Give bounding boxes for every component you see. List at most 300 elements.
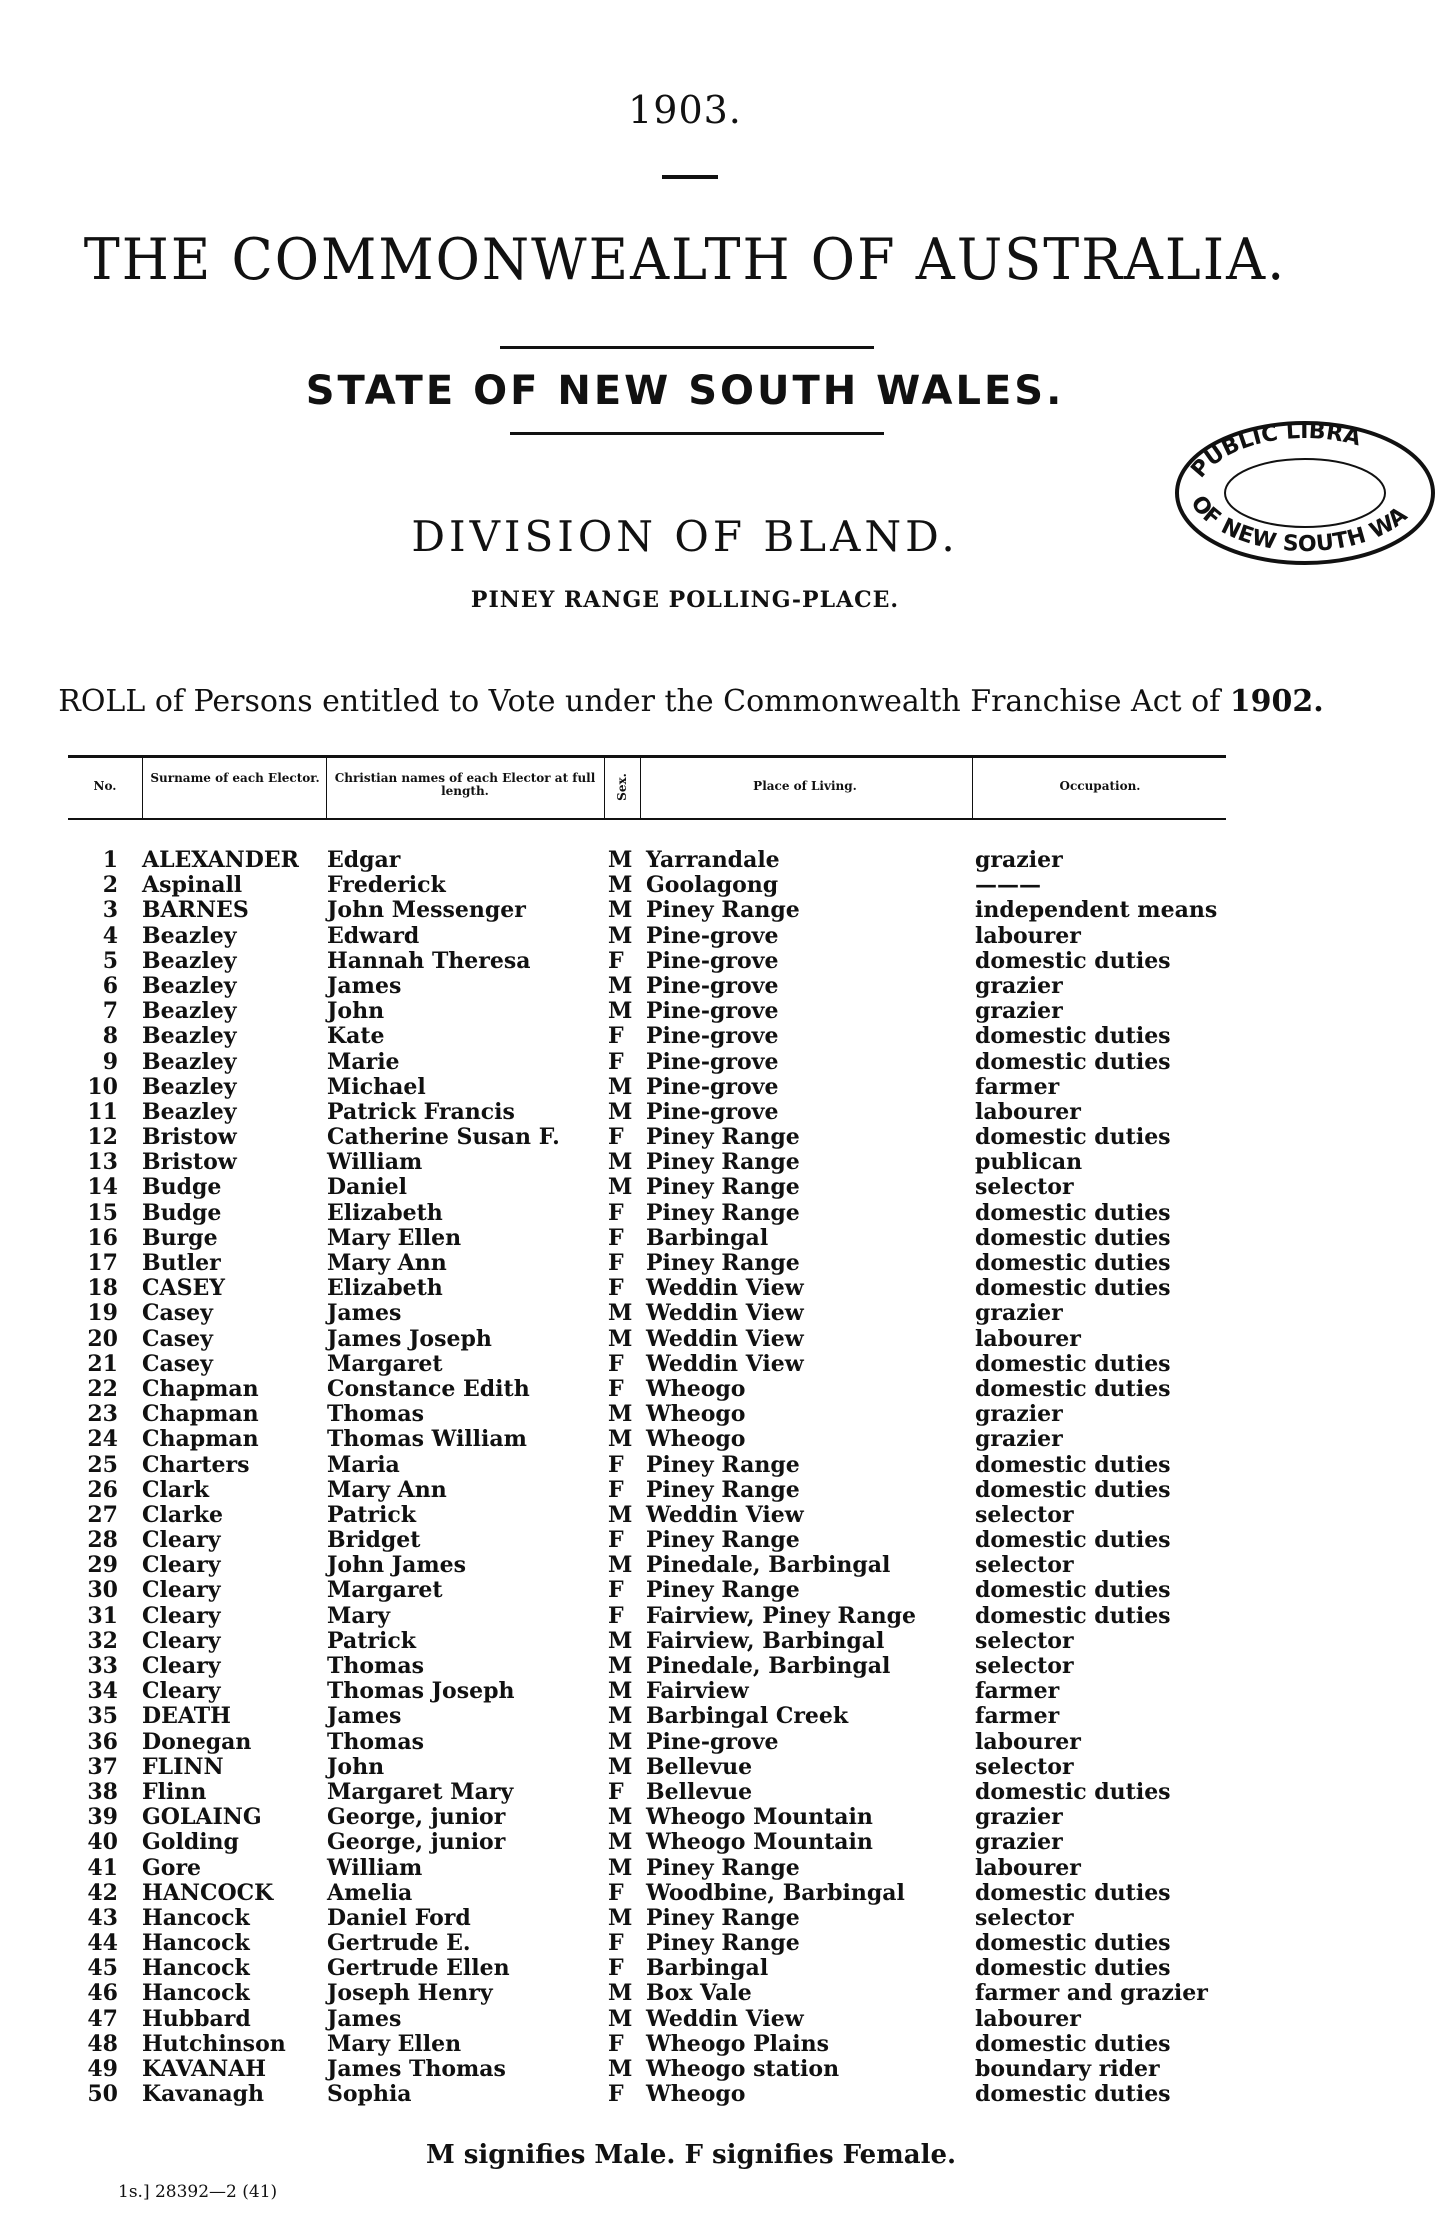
elector-number: 11 <box>87 1098 118 1125</box>
elector-place: Weddin View <box>646 2005 804 2032</box>
elector-surname: Donegan <box>142 1728 252 1755</box>
elector-sex: M <box>608 1073 633 1100</box>
table-row <box>0 1730 1382 1755</box>
elector-occupation: grazier <box>975 972 1063 999</box>
elector-surname: Cleary <box>142 1527 221 1554</box>
elector-number: 44 <box>87 1930 118 1957</box>
elector-place: Woodbine, Barbingal <box>646 1879 905 1906</box>
elector-surname: Clarke <box>142 1501 223 1528</box>
elector-sex: M <box>608 872 633 899</box>
table-row <box>0 1629 1382 1654</box>
elector-occupation: farmer <box>975 1073 1060 1100</box>
elector-occupation: domestic duties <box>975 1048 1171 1075</box>
elector-occupation: domestic duties <box>975 1023 1171 1050</box>
elector-christian-names: Catherine Susan F. <box>327 1124 560 1151</box>
elector-occupation: grazier <box>975 1829 1063 1856</box>
elector-place: Pine-grove <box>646 1098 779 1125</box>
elector-sex: M <box>608 847 633 873</box>
elector-sex: F <box>608 1199 624 1226</box>
elector-christian-names: George, junior <box>327 1829 506 1856</box>
elector-christian-names: Hannah Theresa <box>327 947 531 974</box>
elector-number: 8 <box>102 1023 118 1050</box>
elector-number: 45 <box>87 1955 118 1982</box>
elector-place: Pinedale, Barbingal <box>646 1552 891 1579</box>
elector-place: Box Vale <box>646 1980 752 2007</box>
elector-occupation: farmer <box>975 1703 1060 1730</box>
elector-sex: M <box>608 1703 633 1730</box>
elector-christian-names: Gertrude E. <box>327 1930 471 1957</box>
elector-surname: Beazley <box>142 922 237 949</box>
elector-surname: Golding <box>142 1829 239 1856</box>
elector-number: 46 <box>87 1980 118 2007</box>
elector-surname: Beazley <box>142 1023 237 1050</box>
elector-number: 30 <box>87 1577 118 1604</box>
elector-occupation: selector <box>975 1501 1074 1528</box>
state-heading: STATE OF NEW SOUTH WALES. <box>305 368 1065 414</box>
elector-place: Wheogo Mountain <box>646 1804 873 1831</box>
elector-christian-names: John Messenger <box>327 897 526 924</box>
table-row <box>0 898 1382 923</box>
elector-christian-names: Bridget <box>327 1527 421 1554</box>
table-row <box>0 2032 1382 2057</box>
elector-place: Pine-grove <box>646 1048 779 1075</box>
page-title: THE COMMONWEALTH OF AUSTRALIA. <box>83 226 1287 293</box>
elector-christian-names: Daniel Ford <box>327 1904 471 1931</box>
elector-occupation: grazier <box>975 1401 1063 1428</box>
elector-surname: ALEXANDER <box>142 847 299 873</box>
elector-sex: M <box>608 1426 633 1453</box>
roll-heading <box>0 684 1382 719</box>
elector-number: 36 <box>87 1728 118 1755</box>
elector-christian-names: Thomas <box>327 1653 424 1679</box>
elector-number: 21 <box>87 1350 118 1377</box>
elector-place: Wheogo <box>646 2081 746 2108</box>
table-row <box>0 2007 1382 2032</box>
elector-number: 33 <box>87 1653 118 1679</box>
table-row <box>0 1503 1382 1528</box>
table-row <box>0 1125 1382 1150</box>
table-header-rule <box>68 818 1226 820</box>
elector-sex: M <box>608 1753 633 1780</box>
table-row <box>0 1050 1382 1075</box>
elector-christian-names: Thomas William <box>327 1426 527 1453</box>
elector-sex: M <box>608 922 633 949</box>
elector-place: Pinedale, Barbingal <box>646 1653 891 1679</box>
elector-occupation: domestic duties <box>975 1350 1171 1377</box>
elector-sex: M <box>608 1149 633 1176</box>
elector-number: 22 <box>87 1375 118 1402</box>
roll-year: 1902. <box>1229 684 1324 719</box>
elector-surname: Cleary <box>142 1602 221 1629</box>
elector-number: 25 <box>87 1451 118 1478</box>
table-row <box>0 999 1382 1024</box>
elector-christian-names: George, junior <box>327 1804 506 1831</box>
elector-sex: M <box>608 897 633 924</box>
roll-prefix: ROLL <box>58 684 146 719</box>
elector-place: Wheogo station <box>646 2056 840 2082</box>
elector-surname: Cleary <box>142 1653 221 1679</box>
elector-number: 20 <box>87 1325 118 1352</box>
elector-christian-names: Mary <box>327 1602 390 1629</box>
elector-christian-names: Constance Edith <box>327 1375 530 1402</box>
elector-sex: F <box>608 1476 624 1503</box>
elector-christian-names: Patrick <box>327 1627 416 1654</box>
elector-number: 35 <box>87 1703 118 1730</box>
elector-number: 49 <box>87 2056 118 2082</box>
column-header-place: Place of Living. <box>753 779 857 793</box>
elector-number: 1 <box>102 847 118 873</box>
elector-occupation: domestic duties <box>975 1124 1171 1151</box>
elector-occupation: grazier <box>975 1804 1063 1831</box>
elector-surname: Hancock <box>142 1980 250 2007</box>
elector-sex: F <box>608 1350 624 1377</box>
elector-surname: Beazley <box>142 1098 237 1125</box>
elector-number: 18 <box>87 1275 118 1302</box>
elector-sex: F <box>608 1124 624 1151</box>
elector-sex: M <box>608 1653 633 1679</box>
table-row <box>0 1377 1382 1402</box>
table-row <box>0 1453 1382 1478</box>
elector-sex: F <box>608 1275 624 1302</box>
elector-surname: Aspinall <box>142 872 243 899</box>
library-stamp <box>1165 415 1445 565</box>
elector-christian-names: Frederick <box>327 872 446 899</box>
elector-number: 47 <box>87 2005 118 2032</box>
elector-surname: Burge <box>142 1224 218 1251</box>
elector-place: Pine-grove <box>646 998 779 1025</box>
table-row <box>0 873 1382 898</box>
elector-christian-names: Amelia <box>327 1879 413 1906</box>
elector-occupation: selector <box>975 1174 1074 1201</box>
elector-occupation: independent means <box>975 897 1218 924</box>
elector-surname: Beazley <box>142 972 237 999</box>
elector-surname: Beazley <box>142 947 237 974</box>
elector-occupation: domestic duties <box>975 1955 1171 1982</box>
elector-number: 10 <box>87 1073 118 1100</box>
elector-sex: M <box>608 1980 633 2007</box>
elector-occupation: farmer and grazier <box>975 1980 1208 2007</box>
elector-sex: F <box>608 1778 624 1805</box>
elector-place: Bellevue <box>646 1753 753 1780</box>
column-header-surname: Surname of each Elector. <box>150 771 320 785</box>
elector-number: 24 <box>87 1426 118 1453</box>
elector-christian-names: Kate <box>327 1023 385 1050</box>
elector-place: Yarrandale <box>646 847 780 873</box>
elector-surname: Chapman <box>142 1426 259 1453</box>
column-divider <box>326 755 327 819</box>
elector-surname: Beazley <box>142 998 237 1025</box>
elector-occupation: ——— <box>975 872 1041 899</box>
table-row <box>0 1604 1382 1629</box>
elector-surname: FLINN <box>142 1753 224 1780</box>
table-top-rule <box>68 755 1226 758</box>
elector-surname: Casey <box>142 1325 213 1352</box>
table-row <box>0 848 1382 873</box>
table-row <box>0 1024 1382 1049</box>
elector-sex: F <box>608 1955 624 1982</box>
table-row <box>0 924 1382 949</box>
column-divider <box>604 755 605 819</box>
elector-occupation: domestic duties <box>975 1778 1171 1805</box>
elector-christian-names: Mary Ellen <box>327 1224 462 1251</box>
table-row <box>0 1226 1382 1251</box>
elector-occupation: domestic duties <box>975 1275 1171 1302</box>
elector-number: 27 <box>87 1501 118 1528</box>
elector-christian-names: James <box>327 972 402 999</box>
elector-surname: Gore <box>142 1854 202 1881</box>
elector-christian-names: John <box>327 1753 385 1780</box>
elector-place: Wheogo Plains <box>646 2030 829 2057</box>
elector-christian-names: Thomas Joseph <box>327 1678 515 1705</box>
elector-christian-names: Thomas <box>327 1401 424 1428</box>
elector-christian-names: Michael <box>327 1073 426 1100</box>
elector-number: 40 <box>87 1829 118 1856</box>
elector-christian-names: Elizabeth <box>327 1199 443 1226</box>
elector-surname: Casey <box>142 1350 213 1377</box>
elector-surname: Casey <box>142 1300 213 1327</box>
elector-christian-names: Edgar <box>327 847 401 873</box>
elector-place: Pine-grove <box>646 922 779 949</box>
table-row <box>0 1830 1382 1855</box>
elector-surname: Bristow <box>142 1149 237 1176</box>
elector-surname: Cleary <box>142 1552 221 1579</box>
table-row <box>0 1352 1382 1377</box>
elector-christian-names: Daniel <box>327 1174 408 1201</box>
elector-place: Weddin View <box>646 1501 804 1528</box>
elector-number: 42 <box>87 1879 118 1906</box>
elector-christian-names: Margaret Mary <box>327 1778 514 1805</box>
elector-occupation: grazier <box>975 847 1063 873</box>
elector-occupation: domestic duties <box>975 1451 1171 1478</box>
elector-place: Barbingal <box>646 1955 769 1982</box>
elector-sex: M <box>608 2005 633 2032</box>
elector-sex: F <box>608 2030 624 2057</box>
elector-sex: M <box>608 1829 633 1856</box>
elector-surname: Hutchinson <box>142 2030 286 2057</box>
elector-place: Wheogo Mountain <box>646 1829 873 1856</box>
elector-occupation: selector <box>975 1627 1074 1654</box>
elector-place: Piney Range <box>646 1930 800 1957</box>
elector-christian-names: John <box>327 998 385 1025</box>
legend: M signifies Male. F signifies Female. <box>425 2140 957 2170</box>
table-row <box>0 1528 1382 1553</box>
elector-number: 31 <box>87 1602 118 1629</box>
elector-place: Piney Range <box>646 1854 800 1881</box>
elector-number: 14 <box>87 1174 118 1201</box>
column-divider <box>972 755 973 819</box>
elector-christian-names: Maria <box>327 1451 400 1478</box>
elector-sex: M <box>608 1854 633 1881</box>
elector-place: Wheogo <box>646 1375 746 1402</box>
polling-place-heading: PINEY RANGE POLLING-PLACE. <box>470 587 900 613</box>
elector-sex: F <box>608 1930 624 1957</box>
elector-christian-names: Edward <box>327 922 420 949</box>
table-row <box>0 1175 1382 1200</box>
elector-christian-names: James <box>327 2005 402 2032</box>
elector-sex: F <box>608 947 624 974</box>
elector-place: Fairview, Barbingal <box>646 1627 885 1654</box>
elector-surname: Budge <box>142 1174 222 1201</box>
elector-number: 32 <box>87 1627 118 1654</box>
elector-sex: M <box>608 1300 633 1327</box>
elector-place: Weddin View <box>646 1300 804 1327</box>
elector-surname: Bristow <box>142 1124 237 1151</box>
elector-occupation: labourer <box>975 1098 1081 1125</box>
elector-occupation: domestic duties <box>975 1527 1171 1554</box>
elector-occupation: boundary rider <box>975 2056 1160 2082</box>
elector-place: Fairview, Piney Range <box>646 1602 916 1629</box>
elector-number: 4 <box>102 922 118 949</box>
elector-number: 9 <box>102 1048 118 1075</box>
elector-sex: F <box>608 1451 624 1478</box>
elector-occupation: labourer <box>975 922 1081 949</box>
elector-occupation: grazier <box>975 1426 1063 1453</box>
elector-place: Piney Range <box>646 1199 800 1226</box>
elector-christian-names: Margaret <box>327 1577 443 1604</box>
elector-occupation: publican <box>975 1149 1083 1176</box>
table-row <box>0 1578 1382 1603</box>
table-row <box>0 1654 1382 1679</box>
elector-christian-names: Mary Ann <box>327 1476 447 1503</box>
elector-occupation: domestic duties <box>975 947 1171 974</box>
elector-place: Wheogo <box>646 1401 746 1428</box>
elector-occupation: labourer <box>975 1325 1081 1352</box>
table-row <box>0 1956 1382 1981</box>
elector-place: Piney Range <box>646 1149 800 1176</box>
elector-place: Pine-grove <box>646 972 779 999</box>
column-divider <box>640 755 641 819</box>
table-row <box>0 949 1382 974</box>
elector-occupation: domestic duties <box>975 1199 1171 1226</box>
elector-surname: Budge <box>142 1199 222 1226</box>
column-header-no: No. <box>93 779 117 793</box>
elector-christian-names: Mary Ann <box>327 1250 447 1276</box>
elector-place: Piney Range <box>646 897 800 924</box>
elector-number: 19 <box>87 1300 118 1327</box>
elector-christian-names: Marie <box>327 1048 400 1075</box>
table-row <box>0 1327 1382 1352</box>
elector-place: Goolagong <box>646 872 779 899</box>
elector-occupation: selector <box>975 1753 1074 1780</box>
elector-number: 38 <box>87 1778 118 1805</box>
elector-number: 17 <box>87 1250 118 1276</box>
elector-christian-names: Patrick Francis <box>327 1098 515 1125</box>
table-row <box>0 1881 1382 1906</box>
elector-place: Piney Range <box>646 1174 800 1201</box>
elector-surname: Hubbard <box>142 2005 251 2032</box>
elector-christian-names: William <box>327 1149 423 1176</box>
elector-number: 6 <box>102 972 118 999</box>
elector-number: 26 <box>87 1476 118 1503</box>
elector-sex: M <box>608 972 633 999</box>
elector-christian-names: Gertrude Ellen <box>327 1955 510 1982</box>
elector-surname: Hancock <box>142 1904 250 1931</box>
elector-occupation: labourer <box>975 2005 1081 2032</box>
elector-place: Pine-grove <box>646 947 779 974</box>
elector-number: 16 <box>87 1224 118 1251</box>
elector-surname: Hancock <box>142 1930 250 1957</box>
stamp-bottom-text: OF NEW SOUTH WA <box>1185 491 1413 558</box>
table-row <box>0 1856 1382 1881</box>
elector-surname: Chapman <box>142 1375 259 1402</box>
elector-place: Weddin View <box>646 1325 804 1352</box>
table-row <box>0 1478 1382 1503</box>
elector-surname: Charters <box>142 1451 250 1478</box>
table-row <box>0 1704 1382 1729</box>
elector-occupation: labourer <box>975 1728 1081 1755</box>
elector-occupation: domestic duties <box>975 1577 1171 1604</box>
elector-occupation: domestic duties <box>975 2081 1171 2108</box>
elector-occupation: farmer <box>975 1678 1060 1705</box>
elector-number: 41 <box>87 1854 118 1881</box>
divider-rule <box>510 432 884 435</box>
elector-place: Fairview <box>646 1678 749 1705</box>
elector-christian-names: James Thomas <box>327 2056 506 2082</box>
elector-occupation: domestic duties <box>975 2030 1171 2057</box>
elector-sex: M <box>608 1098 633 1125</box>
elector-surname: Cleary <box>142 1627 221 1654</box>
elector-place: Pine-grove <box>646 1728 779 1755</box>
elector-christian-names: Joseph Henry <box>327 1980 493 2007</box>
elector-occupation: selector <box>975 1552 1074 1579</box>
elector-number: 7 <box>102 998 118 1025</box>
elector-surname: Chapman <box>142 1401 259 1428</box>
elector-surname: Beazley <box>142 1073 237 1100</box>
table-row <box>0 1805 1382 1830</box>
elector-surname: Beazley <box>142 1048 237 1075</box>
elector-sex: M <box>608 1501 633 1528</box>
elector-christian-names: John James <box>327 1552 467 1579</box>
elector-christian-names: Patrick <box>327 1501 416 1528</box>
elector-christian-names: James <box>327 1300 402 1327</box>
table-row <box>0 1755 1382 1780</box>
elector-surname: Flinn <box>142 1778 207 1805</box>
elector-occupation: selector <box>975 1904 1074 1931</box>
elector-sex: F <box>608 1023 624 1050</box>
year: 1903. <box>628 88 742 132</box>
elector-sex: F <box>608 1577 624 1604</box>
table-row <box>0 1427 1382 1452</box>
elector-sex: F <box>608 1602 624 1629</box>
elector-number: 13 <box>87 1149 118 1176</box>
elector-place: Barbingal <box>646 1224 769 1251</box>
elector-christian-names: Sophia <box>327 2081 412 2108</box>
elector-surname: Butler <box>142 1250 221 1276</box>
elector-surname: GOLAING <box>142 1804 262 1831</box>
elector-sex: M <box>608 1627 633 1654</box>
elector-sex: F <box>608 1224 624 1251</box>
table-row <box>0 1780 1382 1805</box>
elector-sex: M <box>608 1174 633 1201</box>
table-row <box>0 1301 1382 1326</box>
stamp-top-text: PUBLIC LIBRA <box>1186 418 1364 483</box>
table-row <box>0 1679 1382 1704</box>
elector-christian-names: Mary Ellen <box>327 2030 462 2057</box>
elector-sex: F <box>608 1250 624 1276</box>
elector-surname: HANCOCK <box>142 1879 274 1906</box>
elector-sex: F <box>608 1375 624 1402</box>
table-row <box>0 1931 1382 1956</box>
elector-place: Piney Range <box>646 1250 800 1276</box>
svg-text:PUBLIC LIBRA <box>1187 419 1364 483</box>
table-row <box>0 1981 1382 2006</box>
elector-surname: KAVANAH <box>142 2056 267 2082</box>
column-header-sex: Sex. <box>615 773 629 801</box>
elector-surname: CASEY <box>142 1275 225 1302</box>
elector-number: 34 <box>87 1678 118 1705</box>
print-reference: 1s.] 28392—2 (41) <box>118 2182 278 2202</box>
elector-occupation: domestic duties <box>975 1224 1171 1251</box>
